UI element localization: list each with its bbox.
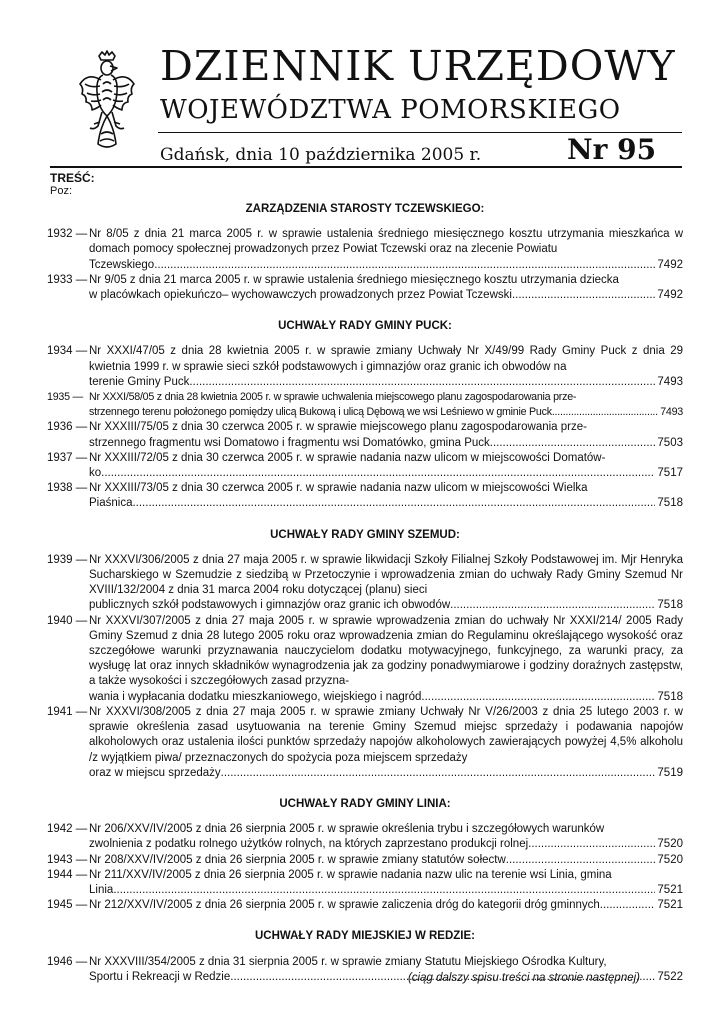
entry-text: Nr 8/05 z dnia 21 marca 2005 r. w sprawie ustalenia średniego miesięcznego kosztu utrzymania mieszkańca w domach pomocy społecznej prowadzonych przez Powiat Tczewski oraz na zlecenie Powiatu (89, 228, 683, 256)
dot-leader (512, 288, 655, 303)
entry-position-number: 1936 — (47, 421, 88, 434)
entry-text-tail: terenie Gminy Puck (89, 375, 190, 388)
entry-text: Nr 206/XXV/IV/2005 z dnia 26 sierpnia 2005 r. w sprawie określenia trybu i szczegółowych warunków (89, 823, 605, 836)
section-heading: UCHWAŁY RADY GMINY SZEMUD: (270, 528, 460, 541)
entry-text-tail: oraz w miejscu sprzedaży (89, 766, 221, 779)
entry-text-tail: Sportu i Rekreacji w Redzie (89, 970, 231, 983)
entry-text-tail: Linia (89, 883, 114, 896)
entry-text-tail: zwolnienia z podatku rolnego użytków rolnych, na których zaprzestano produkcji rolnej (89, 838, 529, 851)
entry-position-number: 1945 — (47, 899, 88, 912)
journal-subtitle: WOJEWÓDZTWA POMORSKIEGO (160, 95, 621, 125)
journal-title: DZIENNIK URZĘDOWY (160, 42, 676, 90)
entry-page-number: 7492 (657, 289, 683, 302)
dot-leader (528, 837, 655, 852)
dot-leader (490, 436, 656, 451)
entry-text: Nr XXXIII/75/05 z dnia 30 czerwca 2005 r. w sprawie miejscowego planu zagospodarowania prze- (89, 421, 587, 434)
toc-entry[interactable] (47, 273, 683, 303)
entry-page-number: 7518 (657, 690, 683, 703)
entry-text-tail: publicznych szkół podstawowych i gimnazjów oraz granic ich obwodów (89, 599, 451, 612)
dot-leader (189, 375, 655, 390)
dot-leader (506, 853, 656, 868)
entry-text: Nr 9/05 z dnia 21 marca 2005 r. w sprawie ustalenia średniego miesięcznego kosztu utrzymania dziecka (89, 273, 619, 286)
entry-position-number: 1933 — (47, 273, 88, 286)
entry-text-tail: strzennego fragmentu wsi Domatowo i fragmentu wsi Domatówko, gmina Puck (89, 436, 490, 449)
dot-leader (421, 690, 655, 705)
entry-text: Nr XXXI/58/05 z dnia 28 kwietnia 2005 r. w sprawie uchwalenia miejscowego planu zagospodarowania prze- (89, 391, 577, 404)
entry-position-number: 1944 — (47, 868, 88, 881)
toc-entry[interactable] (47, 822, 683, 852)
entry-position-number: 1941 — (47, 705, 88, 718)
content-rule (50, 166, 682, 168)
entry-position-number: 1935 — (47, 391, 83, 404)
section-spacer (47, 303, 683, 313)
entry-text-tail: Nr 212/XXV/IV/2005 z dnia 26 sierpnia 2005 r. w sprawie zaliczenia dróg do kategorii dróg gminnych (89, 899, 600, 912)
continuation-note: (ciąg dalszy spisu treści na stronie następnej) (407, 972, 640, 984)
entry-text-tail: ko (89, 467, 102, 480)
dot-leader (552, 405, 658, 420)
polish-eagle-emblem (76, 50, 138, 158)
issue-number: Nr 95 (567, 133, 657, 166)
position-column-label: Poz: (50, 185, 73, 197)
issue-date: Gdańsk, dnia 10 października 2005 r. (160, 145, 482, 165)
entry-page-number: 7503 (657, 436, 683, 449)
entry-page-number: 7518 (657, 497, 683, 510)
toc-entry[interactable] (47, 898, 683, 913)
entry-text: Nr XXXIII/72/05 z dnia 30 czerwca 2005 r. w sprawie nadania nazw ulicom w miejscowości Domatów- (89, 451, 606, 464)
entry-page-number: 7493 (660, 406, 683, 419)
section-heading: UCHWAŁY RADY GMINY LINIA: (279, 797, 451, 810)
toc-entry[interactable] (47, 227, 683, 273)
entry-text: Nr XXXI/47/05 z dnia 28 kwietnia 2005 r. w sprawie zmiany Uchwały Nr X/49/99 Rady Gminy Puck z dnia 29 kwietnia 1999 r. w sprawie sieci szkół podstawowych i gimnazjów oraz granic ich obwodów na (89, 345, 683, 373)
dot-leader (113, 883, 655, 898)
entry-page-number: 7520 (657, 853, 683, 866)
entry-page-number: 7522 (657, 970, 683, 983)
entry-position-number: 1939 — (47, 553, 88, 566)
section-heading: ZARZĄDZENIA STAROSTY TCZEWSKIEGO: (245, 203, 485, 215)
entry-position-number: 1943 — (47, 853, 88, 866)
entry-text-tail: wania i wypłacania dodatku mieszkaniowego, wiejskiego i nagród (89, 690, 422, 703)
entry-position-number: 1938 — (47, 482, 88, 495)
toc-entry[interactable] (47, 344, 683, 390)
entry-page-number: 7521 (657, 899, 683, 912)
section-heading: UCHWAŁY RADY MIEJSKIEJ W REDZIE: (254, 930, 476, 943)
entry-position-number: 1942 — (47, 823, 88, 836)
section-spacer (47, 781, 683, 791)
entry-page-number: 7517 (657, 467, 683, 480)
entry-text: Nr XXXVI/308/2005 z dnia 27 maja 2005 r. w sprawie zmiany Uchwały Nr V/26/2003 z dnia 25 lutego 2003 r. w sprawie określenia zasad usytuowania na terenie Gminy Szemud miejsc sprzedaży i podawania napojów alkoholowych oraz ustalenia ilości punktów sprzedaży napojów alkoholowych zawierających powyżej 4,5% alkoholu /z wyjątkiem piwa/ przeznaczonych do spożycia poza miejscem sprzedaży (89, 705, 683, 764)
entry-page-number: 7493 (657, 375, 683, 388)
section-spacer (47, 985, 683, 995)
entry-text: Nr XXXVI/307/2005 z dnia 27 maja 2005 r. w sprawie wprowadzenia zmian do uchwały Nr XXXI/214/ 2005 Rady Gminy Szemud z dnia 28 lutego 2005 roku oraz wprowadzenia zmian do Regulaminu określającego wysokość oraz szczegółowe warunki przyznawania nauczycielom dodatku motywacyjnego, funkcyjnego, za warunki pracy, za wysługę lat oraz innych składników wynagrodzenia jak za godziny ponadwymiarowe i godziny doraźnych zastępstw, a także wysokości i szczegółowych zasad przyzna- (89, 614, 683, 688)
dot-leader (154, 258, 655, 273)
entry-page-number: 7520 (657, 838, 683, 851)
dot-leader (600, 898, 656, 913)
section-heading: UCHWAŁY RADY GMINY PUCK: (278, 320, 452, 333)
entry-position-number: 1940 — (47, 614, 88, 627)
toc-entry[interactable] (47, 705, 683, 781)
toc-entry[interactable] (47, 420, 683, 450)
entry-page-number: 7519 (657, 766, 683, 779)
section-spacer (47, 913, 683, 923)
entry-text: Nr XXXIII/73/05 z dnia 30 czerwca 2005 r. w sprawie nadania nazw ulicom w miejscowości Wielka (89, 482, 588, 495)
entry-text-tail: w placówkach opiekuńczo– wychowawczych prowadzonych przez Powiat Tczewski (89, 289, 512, 302)
entry-text-tail: strzennego terenu położonego pomiędzy ulicą Bukową i ulicą Dębową we wsi Leśniewo w gminie Puck (89, 406, 552, 419)
toc-heading: TREŚĆ: (50, 171, 95, 185)
entry-page-number: 7518 (657, 599, 683, 612)
section-spacer (47, 512, 683, 522)
toc-entry[interactable] (47, 853, 683, 868)
entry-page-number: 7492 (657, 258, 683, 271)
entry-text-tail: Piaśnica (89, 497, 133, 510)
entry-text: Nr XXXVIII/354/2005 z dnia 31 sierpnia 2005 r. w sprawie zmiany Statutu Miejskiego Ośrodka Kultury, (89, 955, 607, 968)
entry-text-tail: Nr 208/XXV/IV/2005 z dnia 26 sierpnia 2005 r. w sprawie zmiany statutów sołectw (89, 853, 506, 866)
toc-entry[interactable] (47, 451, 683, 481)
toc-entry[interactable] (47, 553, 683, 614)
dot-leader (132, 496, 655, 511)
entry-text: Nr XXXVI/306/2005 z dnia 27 maja 2005 r. w sprawie likwidacji Szkoły Filialnej Szkoły Podstawowej im. Mjr Henryka Sucharskiego w Szemudzie z siedzibą w Przetoczynie i wprowadzenia zmian do uchwały Rady Gminy Szemud Nr XVIII/132/2004 z dnia 31 marca 2004 roku dotyczącej (planu) sieci (89, 553, 683, 597)
table-of-contents (47, 196, 683, 995)
entry-page-number: 7521 (657, 883, 683, 896)
toc-entry[interactable] (47, 868, 683, 898)
dot-leader (450, 598, 655, 613)
entry-position-number: 1946 — (47, 955, 88, 968)
toc-entry[interactable] (47, 390, 683, 420)
toc-entry[interactable] (47, 481, 683, 511)
dot-leader (101, 466, 655, 481)
dot-leader (221, 766, 656, 781)
entry-position-number: 1934 — (47, 345, 88, 358)
entry-position-number: 1932 — (47, 228, 88, 241)
entry-text-tail: Tczewskiego (89, 258, 155, 271)
toc-entry[interactable] (47, 614, 683, 705)
entry-text: Nr 211/XXV/IV/2005 z dnia 26 sierpnia 2005 r. w sprawie nadania nazw ulic na terenie wsi Linia, gmina (89, 868, 612, 881)
entry-position-number: 1937 — (47, 451, 88, 464)
